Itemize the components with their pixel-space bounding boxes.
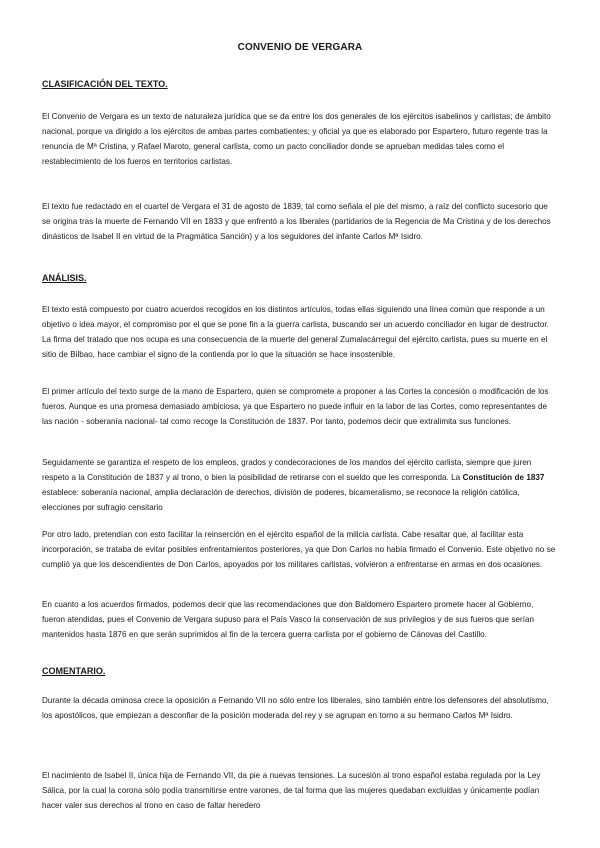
paragraph-analisis-4: Por otro lado, pretendían con esto facilitar la reinserción en el ejército español de la milicia carlista. Cabe resaltar que, al facilitar esta incorporación, se trataba de evitar posibles enfrentamientos posteriores, ya que Don Carlos no había firmado el Convenio. Este objetivo no se cumplió ya que los descendientes de Don Carlos, apoyados por los militares carlistas, volvieron a enfrentarse en armas en dos ocasiones. xyxy=(42,530,556,569)
document-title: CONVENIO DE VERGARA xyxy=(237,42,363,53)
paragraph-clasificacion-2: El texto fue redactado en el cuartel de Vergara el 31 de agosto de 1839, tal como señala el pie del mismo, a raíz del conflicto sucesorio que se origina tras la muerte de Fernando VII en 1833 y que enfrentó a los liberales (partidarios de la Regencia de Ma Cristina y de los derechos dinásticos de Isabel II en virtud de la Pragmática Sanción) y a los seguidores del infante Carlos Mª Isidro. xyxy=(42,202,551,241)
paragraph-analisis-5: En cuanto a los acuerdos firmados, podemos decir que las recomendaciones que don Baldomero Espartero promete hacer al Gobierno, fueron atendidas, pues el Convenio de Vergara supuso para el País Vasco la conservación de sus privilegios y de sus fueros que serían mantenidos hasta 1876 en que serán suprimidos al fin de la tercera guerra carlista por el gobierno de Cánovas del Castillo. xyxy=(42,600,534,639)
paragraph-analisis-1: El texto está compuesto por cuatro acuerdos recogidos en los distintos artículos, todas ellas siguiendo una línea común que responde a un objetivo o idea mayor, el compromiso por el que se pone fin a la guerra carlista, buscando ser un acuerdo conciliador en lugar de destructor. La firma del tratado que nos ocupa es una consecuencia de la muerte del general Zumalacárregui del ejército carlista, pues su muerte en el sitio de Bilbao, hace cambiar el signo de la contienda por lo que la situación se hace insostenible. xyxy=(42,305,549,359)
paragraph-comentario-2: El nacimiento de Isabel II, única hija de Fernando VII, da pie a nuevas tensiones. La sucesión al trono español estaba regulada por la Ley Sálica, por la cual la corona sólo podía transmitirse entre varones, de tal forma que las mujeres quedaban excluidas y únicamente podían hacer valer sus derechos al trono en caso de faltar heredero xyxy=(42,771,541,810)
paragraph-comentario-1: Durante la década ominosa crece la oposición a Fernando VII no sólo entre los liberales, sino también entre los defensores del absolutismo, los apostólicos, que empiezan a desconfiar de la posición moderada del rey y se agrupan en torno a su hermano Carlos Mª Isidro. xyxy=(42,696,549,720)
heading-analisis: ANÁLISIS. xyxy=(42,273,87,283)
paragraph-analisis-3-text-end: establece: soberanía nacional, amplia declaración de derechos, división de poderes, bicameralismo, se reconoce la religión católica, elecciones por sufragio censitario xyxy=(42,488,520,512)
paragraph-analisis-2: El primer artículo del texto surge de la mano de Espartero, quien se compromete a proponer a las Cortes la concesión o modificación de los fueros. Aunque es una promesa demasiado ambiciosa, ya que Espartero no puede influir en la labor de las Cortes, como representantes de las nación - soberanía nacional- tal como recoge la Constitución de 1837. Por tanto, podemos decir que extralimita sus funciones. xyxy=(42,387,549,426)
paragraph-clasificacion-1: El Convenio de Vergara es un texto de naturaleza jurídica que se da entre los dos generales de los ejércitos isabelinos y carlistas; de ámbito nacional, porque va dirigido a los ejércitos de ambas partes combatientes; y oficial ya que es elaborado por Espartero, futuro regente tras la renuncia de Mª Cristina, y Rafael Maroto, general carlista, como un pacto conciliador donde se aprueban medidas tales como el restablecimiento de los fueros en territorios carlistas. xyxy=(42,112,551,166)
paragraph-analisis-3-text: Seguidamente se garantiza el respeto de los empleos, grados y condecoraciones de los mandos del ejército carlista, siempre que juren respeto a la Constitución de 1837 y al trono, o bien la posibilidad de retirarse con el sueldo que les corresponda. La xyxy=(42,458,532,482)
heading-comentario: COMENTARIO. xyxy=(42,666,106,676)
paragraph-analisis-3 xyxy=(42,455,558,515)
constitucion-1837-bold: Constitución de 1837 xyxy=(462,473,545,482)
heading-clasificacion: CLASIFICACIÓN DEL TEXTO. xyxy=(42,79,168,89)
